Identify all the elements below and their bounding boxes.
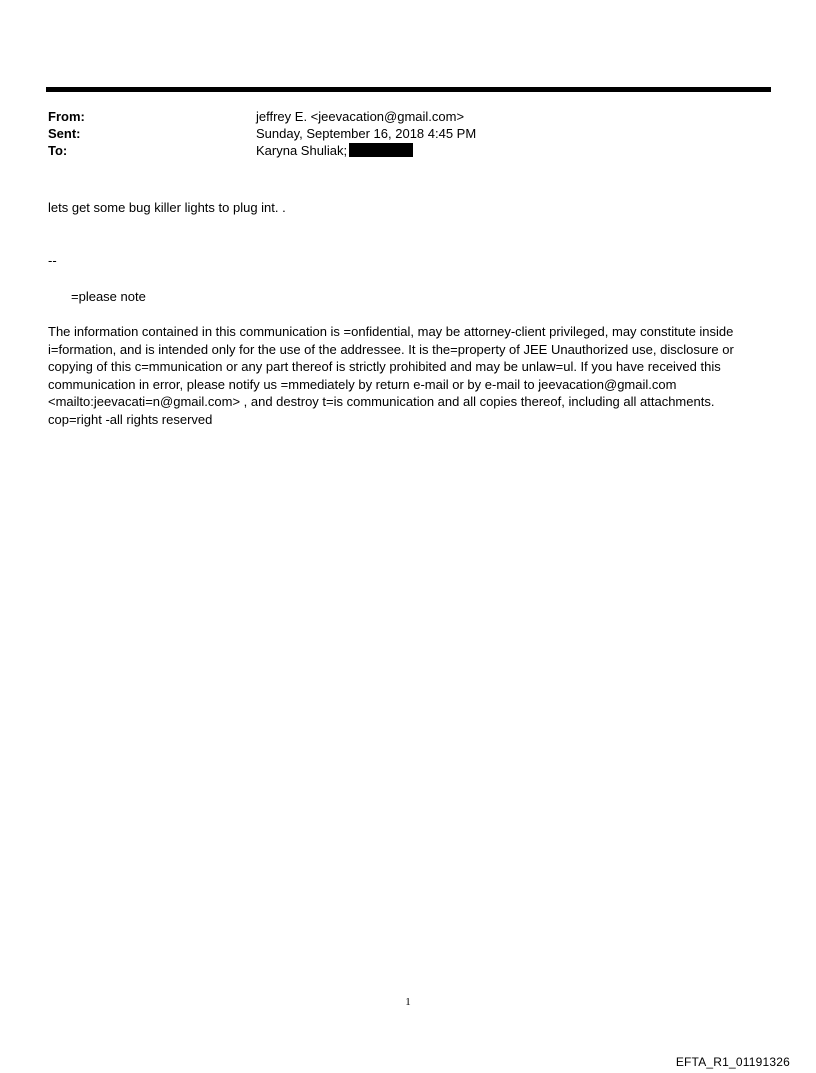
to-value: Karyna Shuliak; — [256, 143, 348, 158]
bates-number: EFTA_R1_01191326 — [675, 1055, 790, 1069]
sent-row — [48, 125, 748, 142]
page-number: 1 — [405, 996, 411, 1008]
from-label: From: — [48, 109, 85, 124]
header-divider — [46, 87, 771, 92]
from-row — [48, 108, 748, 125]
disclaimer-paragraph: The information contained in this communication is =onfidential, may be attorney-client privileged, may constitute inside i=formation, and is intended only for the use of the addressee. It is the=property of JEE Unauthorized use, disclosure or copying of this c=mmunication or any part thereof is strictly prohibited and may be unlaw=ul. If you have received this communication in error, please notify us =mmediately by return e-mail or by e-mail to jeevacation@gmail.com <mailto:jeevacati=n@gmail.com> , and destroy t=is communication and all copies thereof, including all attachments. cop=right -all rights reserved — [48, 324, 734, 427]
from-value: jeffrey E. <jeevacation@gmail.com> — [256, 109, 465, 124]
redaction-box — [349, 143, 413, 157]
email-header — [48, 108, 748, 159]
sent-value: Sunday, September 16, 2018 4:45 PM — [256, 126, 477, 141]
to-row — [48, 142, 748, 159]
sent-label: Sent: — [48, 126, 81, 141]
to-value-container — [256, 142, 748, 159]
to-label: To: — [48, 143, 68, 158]
signature-separator: -- — [48, 253, 57, 268]
please-note-text: =please note — [71, 289, 146, 304]
message-text: lets get some bug killer lights to plug int. . — [48, 200, 286, 215]
